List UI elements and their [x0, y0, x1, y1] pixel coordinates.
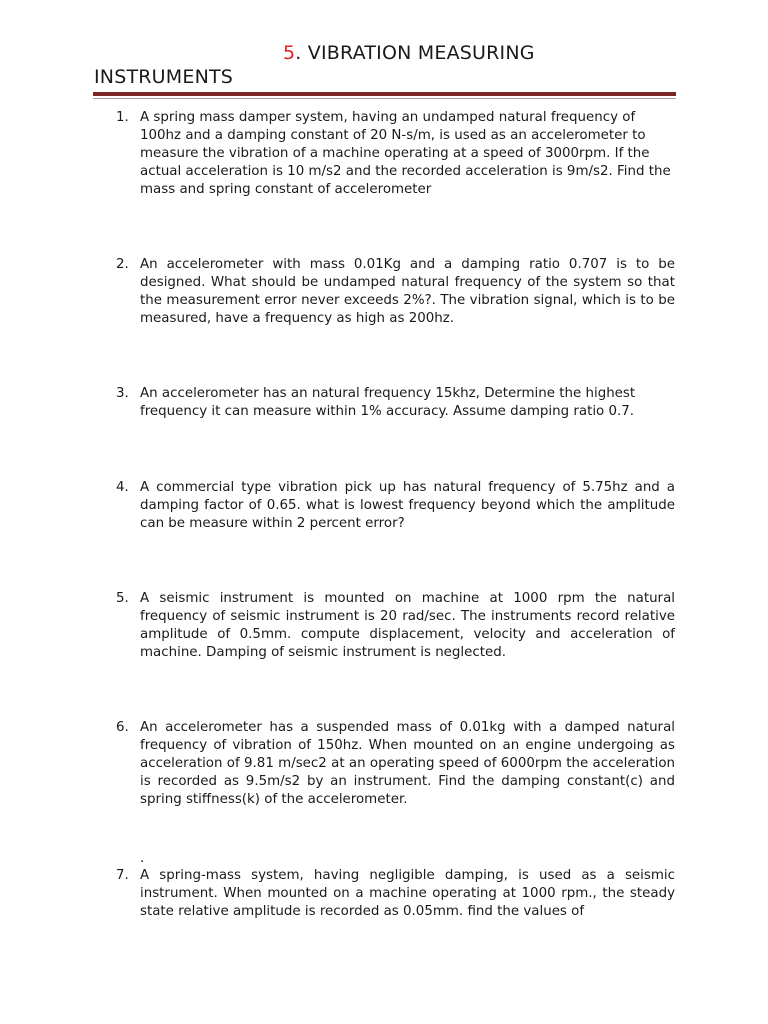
problem-text: A spring-mass system, having negligible damping, is used as a seismic instrument. When mounted on a machine operating at 1000 rpm., the steady state relative amplitude is recorded as 0.05mm. find the values of — [140, 868, 675, 919]
title-divider-thin — [93, 98, 676, 99]
chapter-number: 5 — [283, 42, 296, 64]
problem-item — [116, 479, 675, 533]
problem-number: 1. — [116, 110, 129, 125]
stray-mark: . — [140, 851, 145, 866]
problem-item — [116, 867, 675, 921]
problem-text: An accelerometer has a suspended mass of 0.01kg with a damped natural frequency of vibration of 150hz. When mounted on an engine undergoing as acceleration of 9.81 m/sec2 at an operating speed of 6000rpm the acceleration is recorded as 9.5m/s2 by an instrument. Find the damping constant(c) and spring stiffness(k) of the accelerometer. — [140, 720, 675, 807]
problem-number: 3. — [116, 386, 129, 401]
problem-number: 2. — [116, 257, 129, 272]
problem-item — [116, 590, 675, 662]
problem-item — [116, 109, 675, 199]
problem-text: An accelerometer has an natural frequency 15khz, Determine the highest frequency it can measure within 1% accuracy. Assume damping ratio 0.7. — [140, 386, 636, 419]
title-text-line1: . VIBRATION MEASURING — [295, 42, 535, 64]
problem-number: 6. — [116, 720, 129, 735]
problem-text: A spring mass damper system, having an undamped natural frequency of 100hz and a damping constant of 20 N-s/m, is used as an accelerometer to measure the vibration of a machine operating at a speed of 3000rpm. If the actual acceleration is 10 m/s2 and the recorded acceleration is 9m/s2. Find the mass and spring constant of accelerometer — [140, 110, 671, 197]
problem-number: 4. — [116, 480, 129, 495]
problem-number: 7. — [116, 868, 129, 883]
problem-text: An accelerometer with mass 0.01Kg and a damping ratio 0.707 is to be designed. What should be undamped natural frequency of the system so that the measurement error never exceeds 2%?. The vibration signal, which is to be measured, have a frequency as high as 200hz. — [140, 257, 675, 326]
problem-item — [116, 719, 675, 809]
problem-text: A commercial type vibration pick up has natural frequency of 5.75hz and a damping factor of 0.65. what is lowest frequency beyond which the amplitude can be measure within 2 percent error? — [140, 480, 675, 531]
problem-text: A seismic instrument is mounted on machine at 1000 rpm the natural frequency of seismic instrument is 20 rad/sec. The instruments record relative amplitude of 0.5mm. compute displacement, velocity and acceleration of machine. Damping of seismic instrument is neglected. — [140, 591, 675, 660]
page-title-line2: INSTRUMENTS — [94, 66, 234, 88]
problem-item — [116, 385, 675, 421]
page-title-line1 — [283, 42, 535, 64]
problem-number: 5. — [116, 591, 129, 606]
title-divider-thick — [93, 92, 676, 96]
problem-item — [116, 256, 675, 328]
